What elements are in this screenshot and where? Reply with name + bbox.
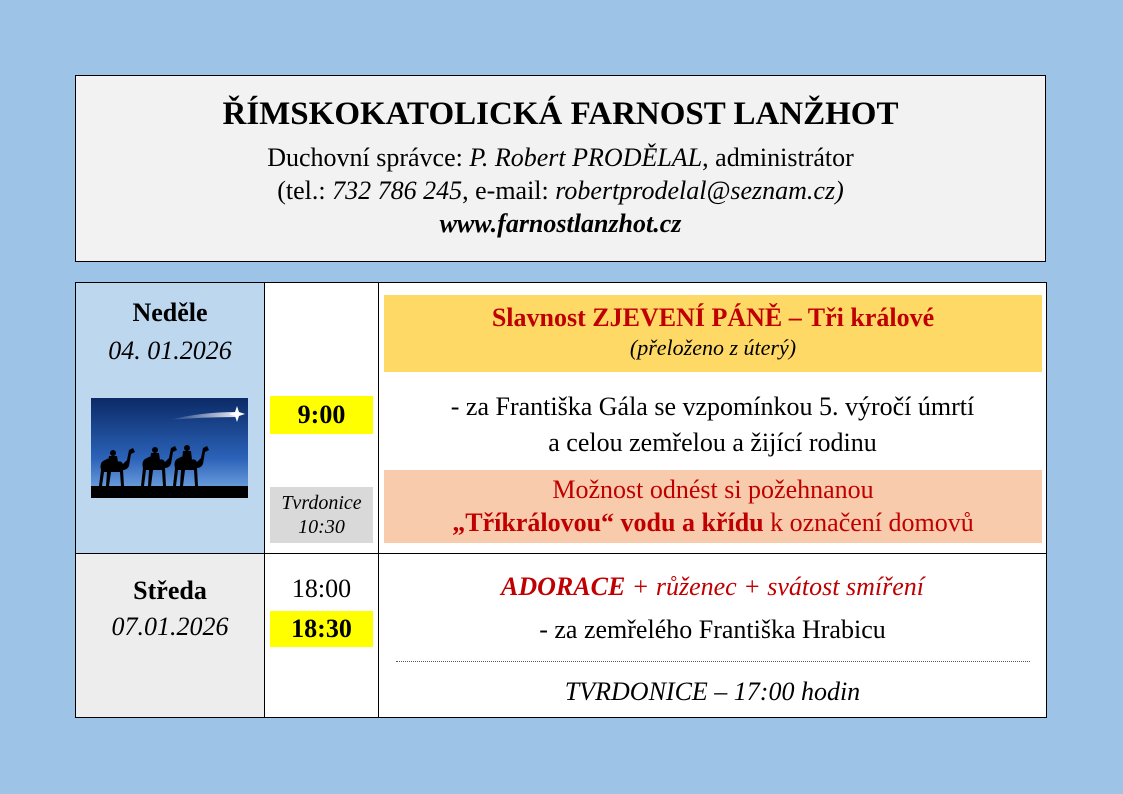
admin-role: , administrátor	[702, 143, 854, 172]
notice-line-2	[384, 506, 1042, 539]
tvrdonice-note: TVRDONICE – 17:00 hodin	[564, 677, 861, 706]
sunday-day-cell	[76, 283, 265, 554]
website-link[interactable]: www.farnostlanzhot.cz	[439, 209, 682, 238]
administrator-line	[76, 141, 1045, 174]
adoration-line	[379, 572, 1046, 602]
email-address[interactable]: robertprodelal@seznam.cz)	[555, 176, 844, 205]
mass-time-1830: 18:30	[270, 611, 373, 647]
notice-bold: „Tříkrálovou“ vodu a křídu	[452, 508, 764, 537]
tvrdonice-hour: 10:30	[298, 516, 345, 538]
notice-rest: k označení domovů	[763, 508, 974, 537]
wednesday-time-cell	[265, 554, 379, 717]
feast-subtitle: (přeloženo z úterý)	[629, 335, 797, 360]
wednesday-intention: - za zemřelého Františka Hrabicu	[539, 615, 886, 644]
wednesday-day-cell	[76, 554, 265, 717]
tvrdonice-time	[270, 487, 373, 543]
phone-number: 732 786 245	[332, 176, 463, 205]
schedule-table	[75, 282, 1047, 718]
tel-prefix: (tel.:	[277, 176, 333, 205]
contact-line	[76, 174, 1045, 207]
wednesday-content-cell	[379, 554, 1046, 717]
email-label: , e-mail:	[462, 176, 556, 205]
sunday-content-cell	[379, 283, 1046, 554]
intention-line-2: a celou zemřelou a žijící rodinu	[548, 428, 877, 457]
day-date: 04. 01.2026	[108, 336, 232, 365]
sunday-time-cell	[265, 283, 379, 554]
day-name: Středa	[133, 576, 207, 605]
adoration-time: 18:00	[291, 574, 352, 603]
admin-label: Duchovní správce:	[267, 143, 470, 172]
dotted-divider	[396, 661, 1030, 662]
intention-line-1: - za Františka Gála se vzpomínkou 5. výročí úmrtí	[450, 392, 975, 421]
admin-name: P. Robert PRODĚLAL	[469, 143, 703, 172]
day-name: Neděle	[132, 298, 208, 327]
day-date: 07.01.2026	[111, 612, 229, 641]
notice-line-1: Možnost odnést si požehnanou	[552, 475, 874, 504]
three-kings-image	[91, 398, 248, 498]
mass-time-9: 9:00	[270, 396, 373, 434]
blessing-notice	[384, 470, 1042, 543]
parish-header	[75, 75, 1046, 262]
mass-intention	[379, 389, 1046, 461]
feast-title: Slavnost ZJEVENÍ PÁNĚ – Tři králové	[491, 303, 935, 332]
feast-banner	[384, 295, 1042, 372]
adoration-rest: + růženec + svátost smíření	[625, 572, 924, 601]
parish-title: ŘÍMSKOKATOLICKÁ FARNOST LANŽHOT	[222, 96, 899, 132]
adoration-bold: ADORACE	[501, 572, 626, 601]
tvrdonice-place: Tvrdonice	[281, 492, 362, 514]
